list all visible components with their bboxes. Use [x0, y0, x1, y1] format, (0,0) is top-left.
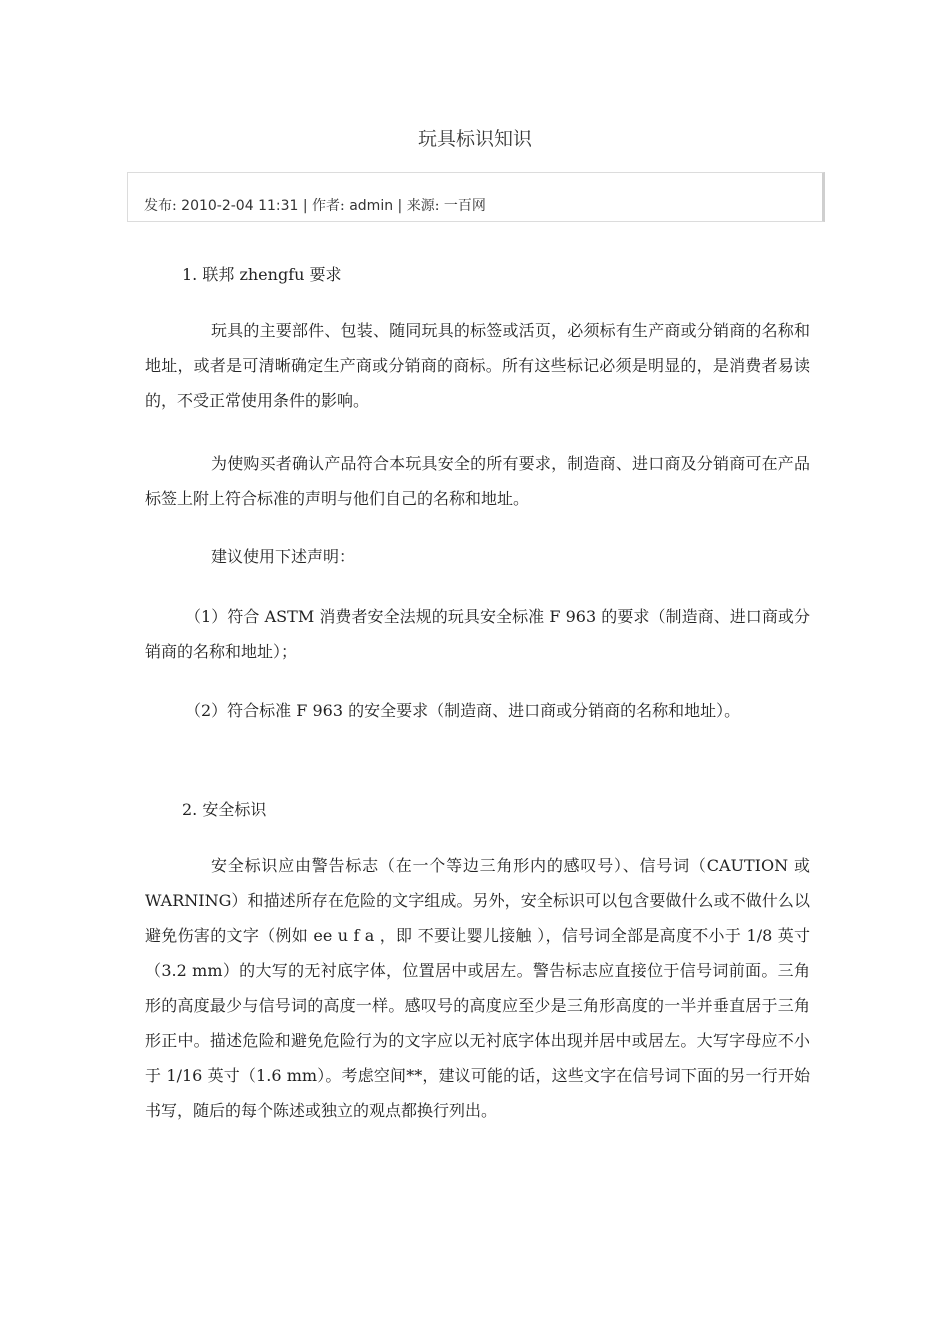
publish-date: 2010-2-04 11:31 — [181, 198, 299, 214]
source-label: 来源: — [406, 198, 440, 214]
meta-separator: | — [397, 198, 403, 214]
section-1-paragraph-2: 为使购买者确认产品符合本玩具安全的所有要求，制造商、进口商及分销商可在产品标签上附上符合标准的声明与他们自己的名称和地址。 — [145, 454, 810, 508]
page-title: 玩具标识知识 — [417, 128, 532, 150]
statement-item-2: （2）符合标准 F 963 的安全要求（制造商、进口商或分销商的名称和地址）。 — [185, 701, 741, 720]
section-2-paragraph-1: 安全标识应由警告标志（在一个等边三角形内的感叹号）、信号词（CAUTION 或 WARNING）和描述所存在危险的文字组成。另外，安全标识可以包含要做什么或不做什么以避免伤害的文字（例如 ee u f a ，即 不要让婴儿接触 ），信号词全部是高度不小于 1/8 英寸（3.2 mm）的大写的无衬底字体，位置居中或居左。警告标志应直接位于信号词前面。三角形的高度最少与信号词的高度一样。感叹号的高度应至少是三角形高度的一半并垂直居于三角形正中。描述危险和避免危险行为的文字应以无衬底字体出现并居中或居左。大写字母应不小于 1/16 英寸（1.6 mm）。考虑空间**，建议可能的话，这些文字在信号词下面的另一行开始书写，随后的每个陈述或独立的观点都换行列出。 — [145, 856, 810, 1120]
section-1-paragraph-3: 建议使用下述声明： — [211, 547, 356, 566]
section-1-heading: 1. 联邦 zhengfu 要求 — [182, 265, 342, 284]
meta-separator: | — [302, 198, 308, 214]
author-name: admin — [349, 198, 394, 214]
publish-label: 发布: — [144, 198, 177, 214]
author-label: 作者: — [312, 198, 345, 214]
meta-line — [144, 195, 486, 215]
section-1-paragraph-1: 玩具的主要部件、包装、随同玩具的标签或活页，必须标有生产商或分销商的名称和地址，或者是可清晰确定生产商或分销商的商标。所有这些标记必须是明显的，是消费者易读的，不受正常使用条件的影响。 — [145, 321, 810, 410]
section-2-heading: 2. 安全标识 — [182, 800, 267, 819]
meta-info-box — [127, 172, 825, 222]
statement-item-1: （1）符合 ASTM 消费者安全法规的玩具安全标准 F 963 的要求（制造商、进口商或分销商的名称和地址）； — [145, 607, 810, 661]
source-name: 一百网 — [443, 198, 486, 214]
